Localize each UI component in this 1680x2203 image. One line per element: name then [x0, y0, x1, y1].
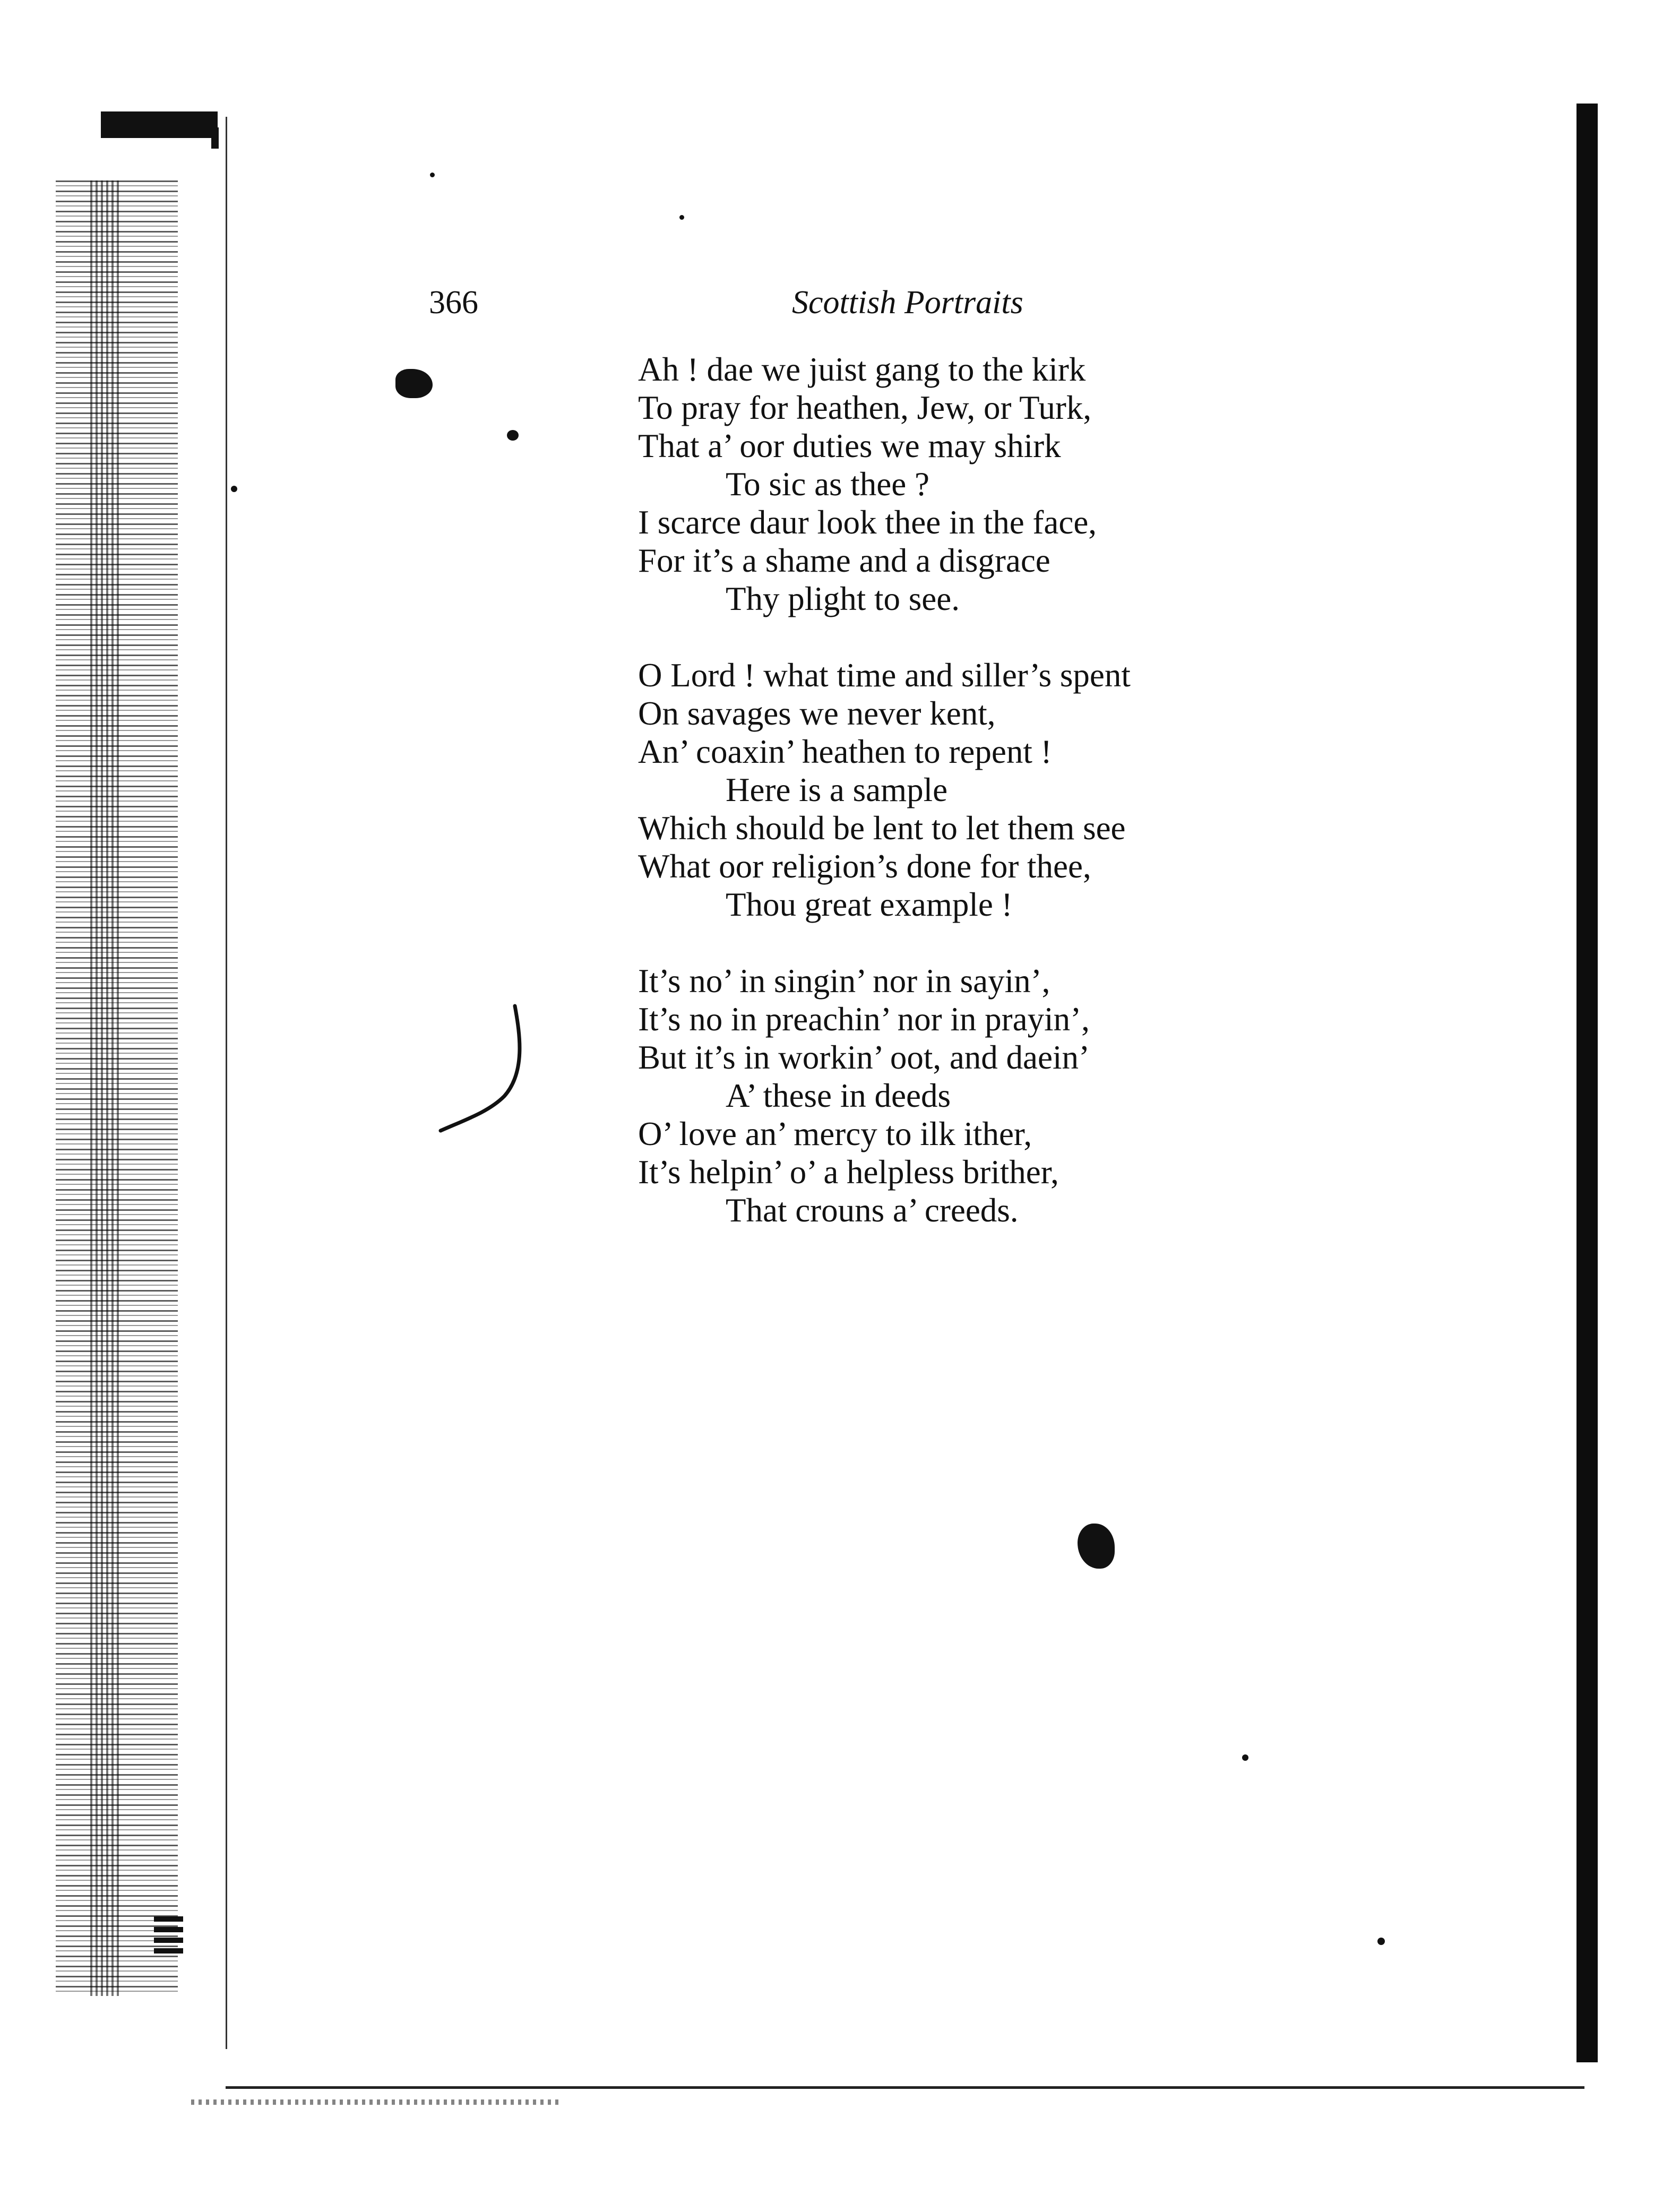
- poem-line: To sic as thee ?: [726, 466, 929, 503]
- poem-line: That a’ oor duties we may shirk: [638, 427, 1061, 464]
- ink-speck: [679, 215, 684, 220]
- poem-line: It’s no in preachin’ nor in prayin’,: [638, 1001, 1090, 1038]
- ink-speck: [1242, 1754, 1248, 1761]
- page-number: 366: [429, 285, 478, 321]
- stanza: [638, 962, 1540, 1229]
- poem-line: But it’s in workin’ oot, and daein’: [638, 1039, 1090, 1076]
- ink-blot: [395, 369, 433, 398]
- scan-artifact-bottom-left: [191, 2099, 563, 2105]
- ink-blot: [1078, 1524, 1115, 1569]
- scan-artifact-right-bar: [1576, 104, 1598, 2062]
- poem-line: Ah ! dae we juist gang to the kirk: [638, 351, 1086, 388]
- scan-artifact-top-left-tail: [211, 127, 219, 149]
- poem-line: Which should be lent to let them see: [638, 810, 1126, 847]
- stanza: [638, 656, 1540, 924]
- poem-line: Here is a sample: [726, 771, 948, 808]
- ink-speck: [430, 173, 435, 177]
- poem: [638, 350, 1540, 1268]
- ink-speck: [231, 486, 237, 492]
- page-edge-bottom: [226, 2086, 1584, 2089]
- poem-line: A’ these in deeds: [726, 1077, 951, 1114]
- scan-artifact-top-left: [101, 111, 218, 138]
- poem-line: For it’s a shame and a disgrace: [638, 542, 1050, 579]
- poem-line: What oor religion’s done for thee,: [638, 848, 1091, 885]
- stanza: [638, 350, 1540, 618]
- scan-artifact-left-margin-dense: [90, 180, 122, 1996]
- poem-line: I scarce daur look thee in the face,: [638, 504, 1097, 541]
- poem-line: That crouns a’ creeds.: [726, 1192, 1019, 1229]
- poem-line: O’ love an’ mercy to ilk ither,: [638, 1115, 1032, 1152]
- ink-speck: [507, 430, 519, 441]
- poem-line: To pray for heathen, Jew, or Turk,: [638, 389, 1092, 426]
- poem-line: Thou great example !: [726, 886, 1013, 923]
- running-head: [0, 276, 1680, 329]
- scan-artifact-left-bars: [154, 1916, 183, 1954]
- poem-line: It’s no’ in singin’ nor in sayin’,: [638, 962, 1050, 1000]
- poem-line: It’s helpin’ o’ a helpless brither,: [638, 1154, 1059, 1191]
- poem-line: Thy plight to see.: [726, 580, 960, 617]
- poem-line: On savages we never kent,: [638, 695, 996, 732]
- running-title: Scottish Portraits: [792, 285, 1023, 321]
- poem-line: O Lord ! what time and siller’s spent: [638, 657, 1131, 694]
- poem-line: An’ coaxin’ heathen to repent !: [638, 733, 1052, 770]
- page-edge-left: [226, 117, 227, 2049]
- stray-pen-mark: [435, 1003, 531, 1136]
- ink-speck: [1377, 1938, 1385, 1945]
